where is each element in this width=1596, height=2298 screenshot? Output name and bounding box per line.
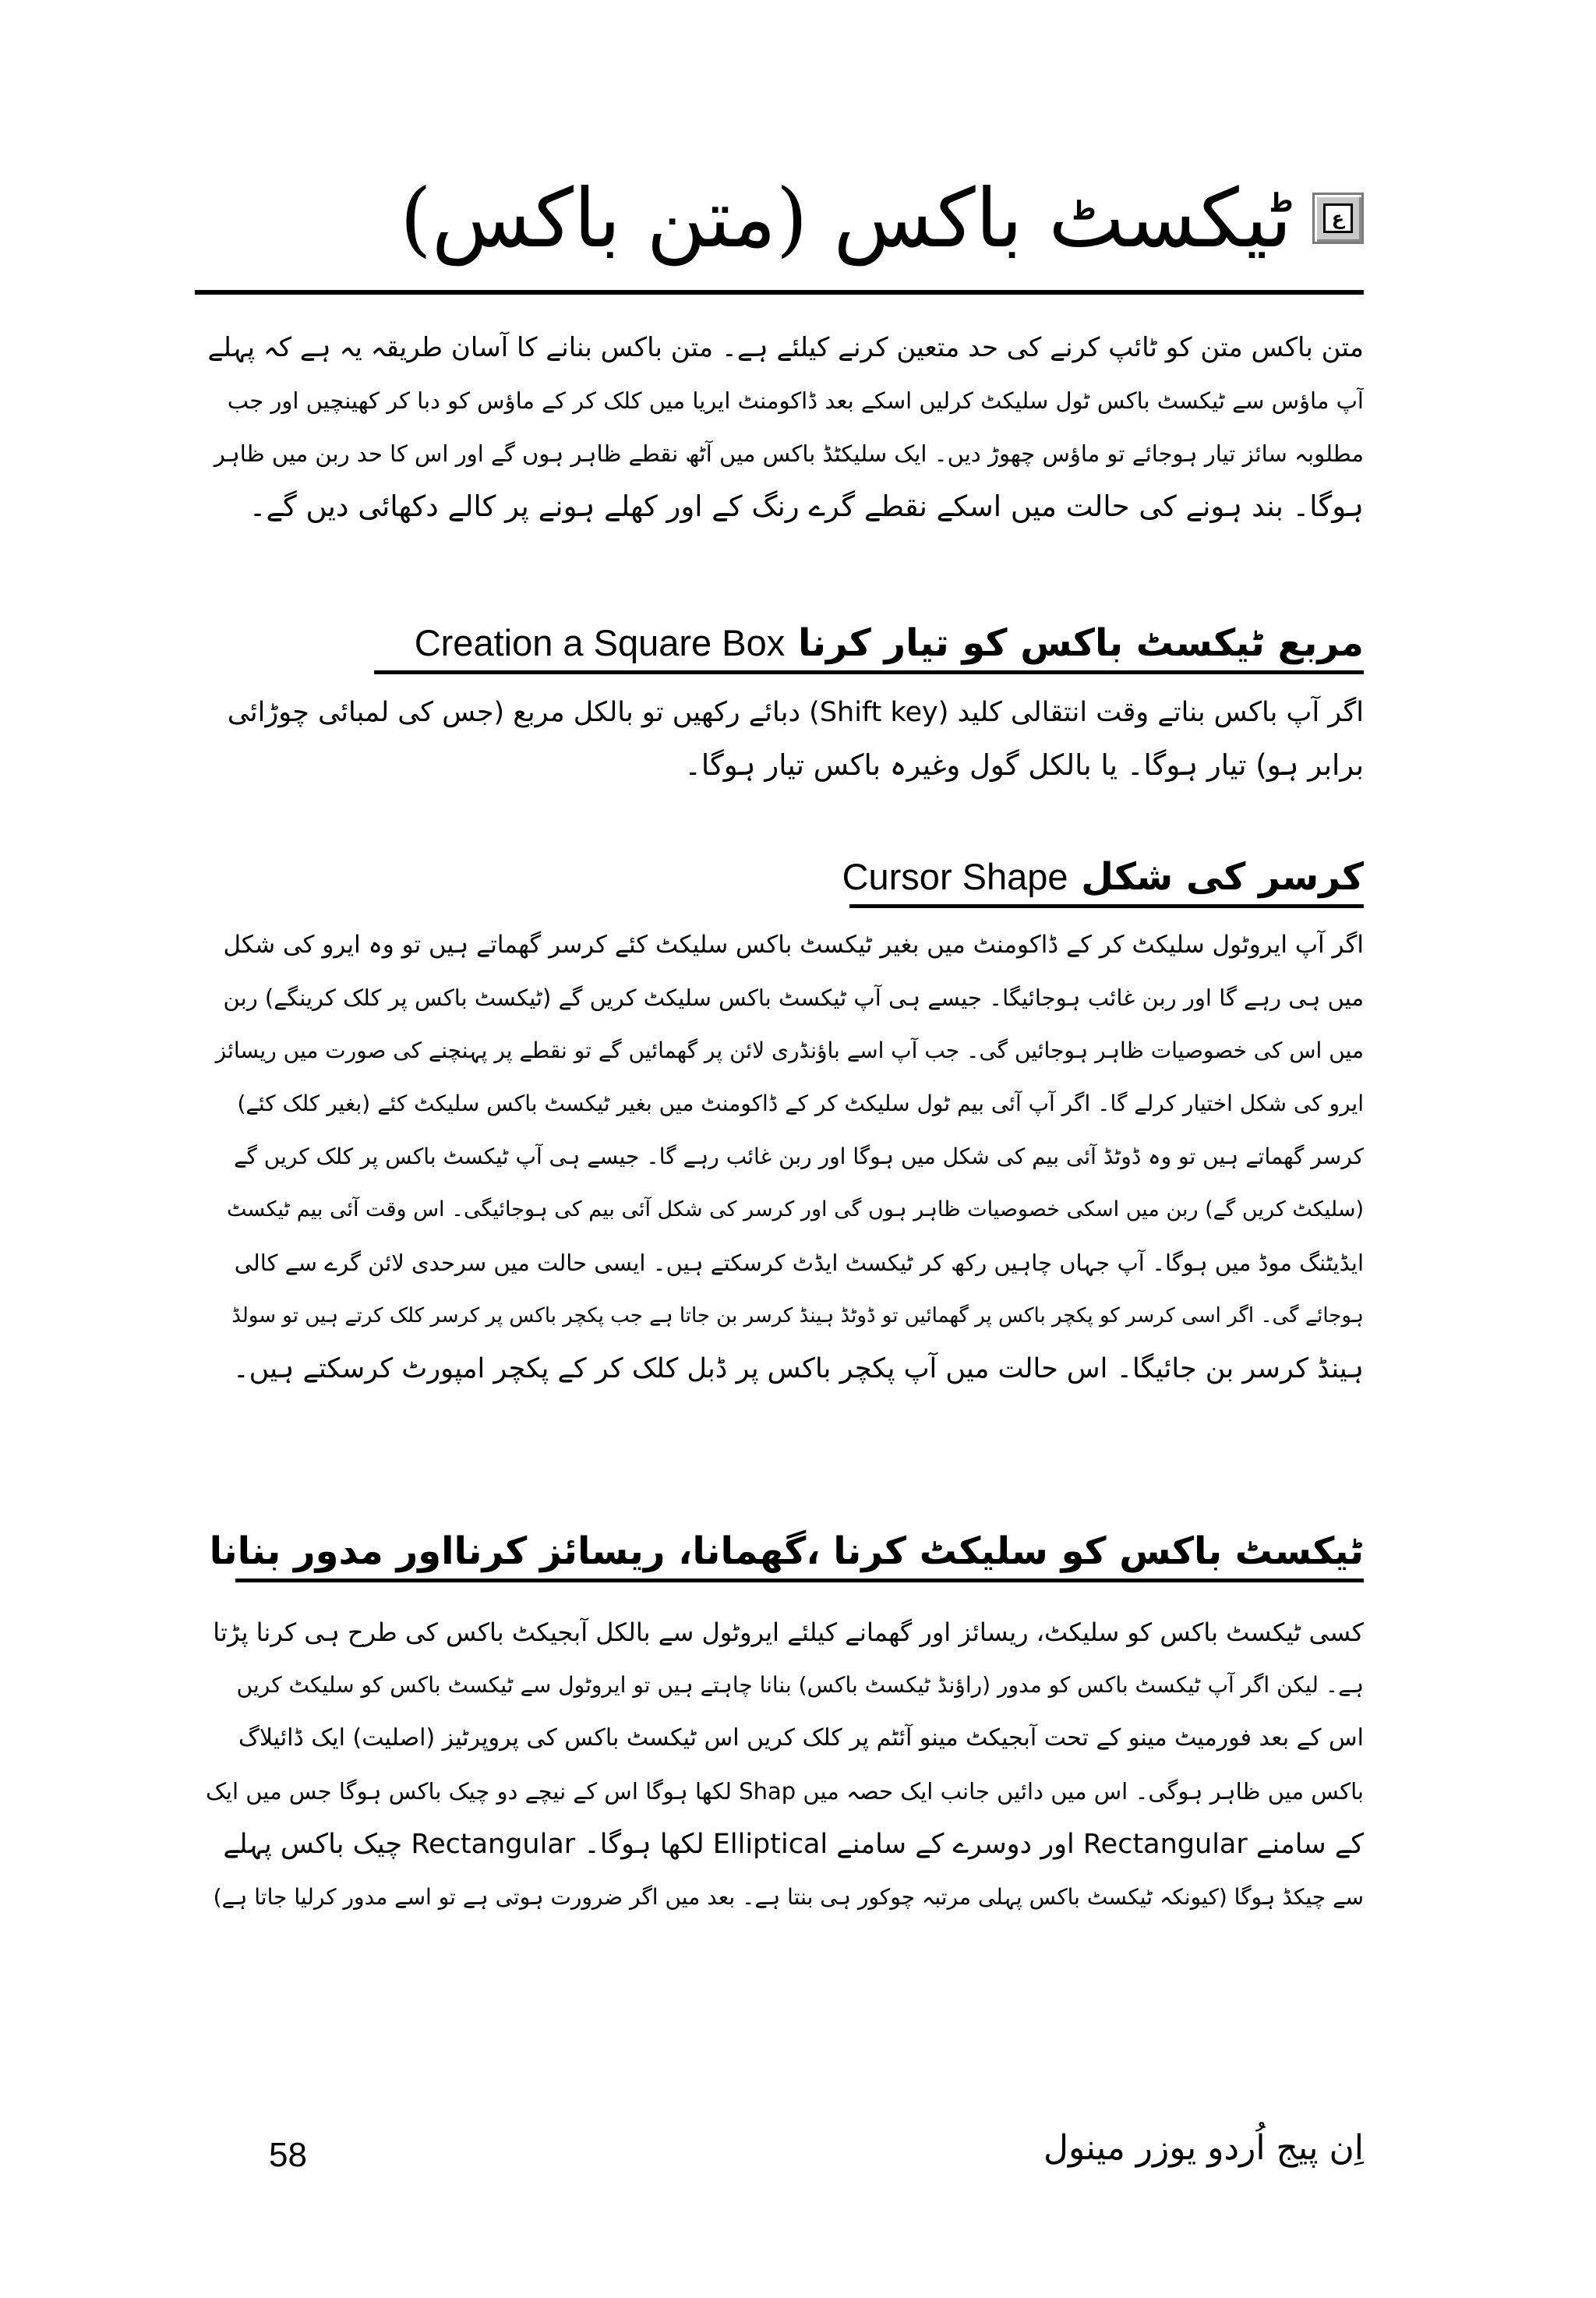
heading-english: Cursor Shape [842, 856, 1068, 897]
section-heading-select-rotate-resize [210, 1524, 1364, 1579]
page-title: ٹیکسٹ باکس (متن باکس) [400, 171, 1292, 266]
paragraph-line: (سلیکٹ کریں گے) ربن میں اسکی خصوصیات ظاہر ہوں گی اور کرسر کی شکل آئی بیم کی ہوجائیگی۔ اس وقت آئی بیم ٹیکسٹ [226, 1197, 1364, 1221]
paragraph-line: متن باکس متن کو ٹائپ کرنے کی حد متعین کرنے کیلئے ہے۔ متن باکس بنانے کا آسان طریقہ یہ ہے کہ پہلے [207, 332, 1364, 363]
title-underline [195, 290, 1364, 295]
paragraph-line: اگر آپ باکس بناتے وقت انتقالی کلید (Shift key) دبائے رکھیں تو بالکل مربع (جس کی لمبائی چوڑائی [227, 697, 1364, 728]
paragraph-line: ایڈیٹنگ موڈ میں ہوگا۔ آپ جہاں چاہیں رکھ کر ٹیکسٹ ایڈٹ کرسکتے ہیں۔ ایسی حالت میں سرحدی لائن گرے سے کالی [234, 1250, 1364, 1276]
paragraph-line: میں ہی رہے گا اور ربن غائب ہوجائیگا۔ جیسے ہی آپ ٹیکسٹ باکس سلیکٹ کریں گے (ٹیکسٹ باکس پر کلک کرینگے) ربن [223, 985, 1364, 1011]
heading-urdu: کرسر کی شکل [1081, 855, 1364, 899]
paragraph-line: باکس میں ظاہر ہوگی۔ اس میں دائیں جانب ایک حصہ میں Shap لکھا ہوگا اس کے نیچے دو چیک باکس ہوگا جس میں ایک [205, 1778, 1364, 1805]
paragraph-line: کرسر گھماتے ہیں تو وہ ڈوٹڈ آئی بیم کی شکل میں ہوگا اور ربن غائب رہے گا۔ جیسے ہی آپ ٹیکسٹ باکس پر کلک کریں گے [234, 1144, 1364, 1169]
section-heading-square-box [415, 616, 1364, 670]
paragraph-line: ہوجائے گی۔ اگر اسی کرسر کو پکچر باکس پر گھمائیں تو ڈوٹڈ ہینڈ کرسر بن جاتا ہے جب پکچر باکس پر کرسر کلک کرتے ہیں تو سولڈ [231, 1304, 1364, 1328]
paragraph-line: اگر آپ ایروٹول سلیکٹ کر کے ڈاکومنٹ میں بغیر ٹیکسٹ باکس سلیکٹ کئے کرسر گھماتے ہیں تو وہ ایرو کی شکل [223, 931, 1364, 959]
paragraph-line: اس کے بعد فورمیٹ مینو کے تحت آبجیکٹ مینو آئٹم پر کلک کریں اس ٹیکسٹ باکس کی پروپرٹیز (اصلیت) ایک ڈائیلاگ [238, 1724, 1364, 1752]
heading-urdu: مربع ٹیکسٹ باکس کو تیار کرنا [797, 621, 1364, 665]
section-heading-cursor-shape [842, 850, 1364, 904]
heading-underline [235, 1579, 1364, 1582]
page-title-row [195, 160, 1364, 277]
cursor-shape-paragraph [204, 918, 1364, 1395]
paragraph-line: کسی ٹیکسٹ باکس کو سلیکٹ، ریسائز اور گھمانے کیلئے ایروٹول سے بالکل آبجیکٹ باکس کی طرح ہی کرنا پڑتا [213, 1617, 1364, 1647]
paragraph-line: کے سامنے Rectangular اور دوسرے کے سامنے Elliptical لکھا ہوگا۔ Rectangular چیک باکس پہلے [223, 1829, 1364, 1860]
paragraph-line: سے چیکڈ ہوگا (کیونکہ ٹیکسٹ باکس پہلی مرتبہ چوکور ہی بنتا ہے۔ بعد میں اگر ضرورت ہوتی ہے تو اسے مدور کرلیا جاتا ہے) [213, 1884, 1364, 1910]
square-box-paragraph [204, 686, 1364, 792]
book-title-footer: اِن پیج اُردو یوزر مینول [1043, 2128, 1364, 2168]
heading-english: Creation a Square Box [414, 622, 786, 663]
paragraph-line: ہینڈ کرسر بن جائیگا۔ اس حالت میں آپ پکچر باکس پر ڈبل کلک کر کے پکچر امپورٹ کرسکتے ہیں۔ [233, 1353, 1364, 1384]
paragraph-line: آپ ماؤس سے ٹیکسٹ باکس ٹول سلیکٹ کرلیں اسکے بعد ڈاکومنٹ ایریا میں کلک کر کے ماؤس کو دبا کر کھینچیں اور جب [227, 387, 1364, 414]
intro-paragraph [204, 321, 1364, 533]
paragraph-line: ہوگا۔ بند ہونے کی حالت میں اسکے نقطے گرے رنگ کے اور کھلے ہونے پر کالے دکھائی دیں گے۔ [249, 490, 1364, 523]
paragraph-line: برابر ہو) تیار ہوگا۔ یا بالکل گول وغیرہ باکس تیار ہوگا۔ [684, 748, 1364, 782]
heading-urdu: ٹیکسٹ باکس کو سلیکٹ کرنا ،گھمانا، ریسائز کرنااور مدور بنانا [209, 1529, 1364, 1573]
paragraph-line: ایرو کی شکل اختیار کرلے گا۔ اگر آپ آئی بیم ٹول سلیکٹ کر کے ڈاکومنٹ میں بغیر ٹیکسٹ باکس سلیکٹ کئے (بغیر کلک کئے) [237, 1091, 1364, 1116]
urdu-text-box-icon [1312, 193, 1364, 244]
icon-glyph: ع [1323, 203, 1353, 233]
paragraph-line: ہے۔ لیکن اگر آپ ٹیکسٹ باکس کو مدور (راؤنڈ ٹیکسٹ باکس) بنانا چاہتے ہیں تو ایروٹول سے ٹیکسٹ باکس کو سلیکٹ کریں [236, 1672, 1364, 1698]
page-number: 58 [269, 2136, 307, 2174]
select-rotate-paragraph [204, 1606, 1364, 1924]
heading-underline [849, 904, 1364, 908]
heading-underline [374, 670, 1364, 674]
paragraph-line: میں اس کی خصوصیات ظاہر ہوجائیں گی۔ جب آپ اسے باؤنڈری لائن پر گھمائیں گے تو نقطے پر پہنچنے کی صورت میں ریسائز [215, 1038, 1364, 1063]
paragraph-line: مطلوبہ سائز تیار ہوجائے تو ماؤس چھوڑ دیں۔ ایک سلیکٹڈ باکس میں آٹھ نقطے ظاہر ہوں گے اور اس کا حد ربن میں ظاہر [214, 440, 1364, 467]
